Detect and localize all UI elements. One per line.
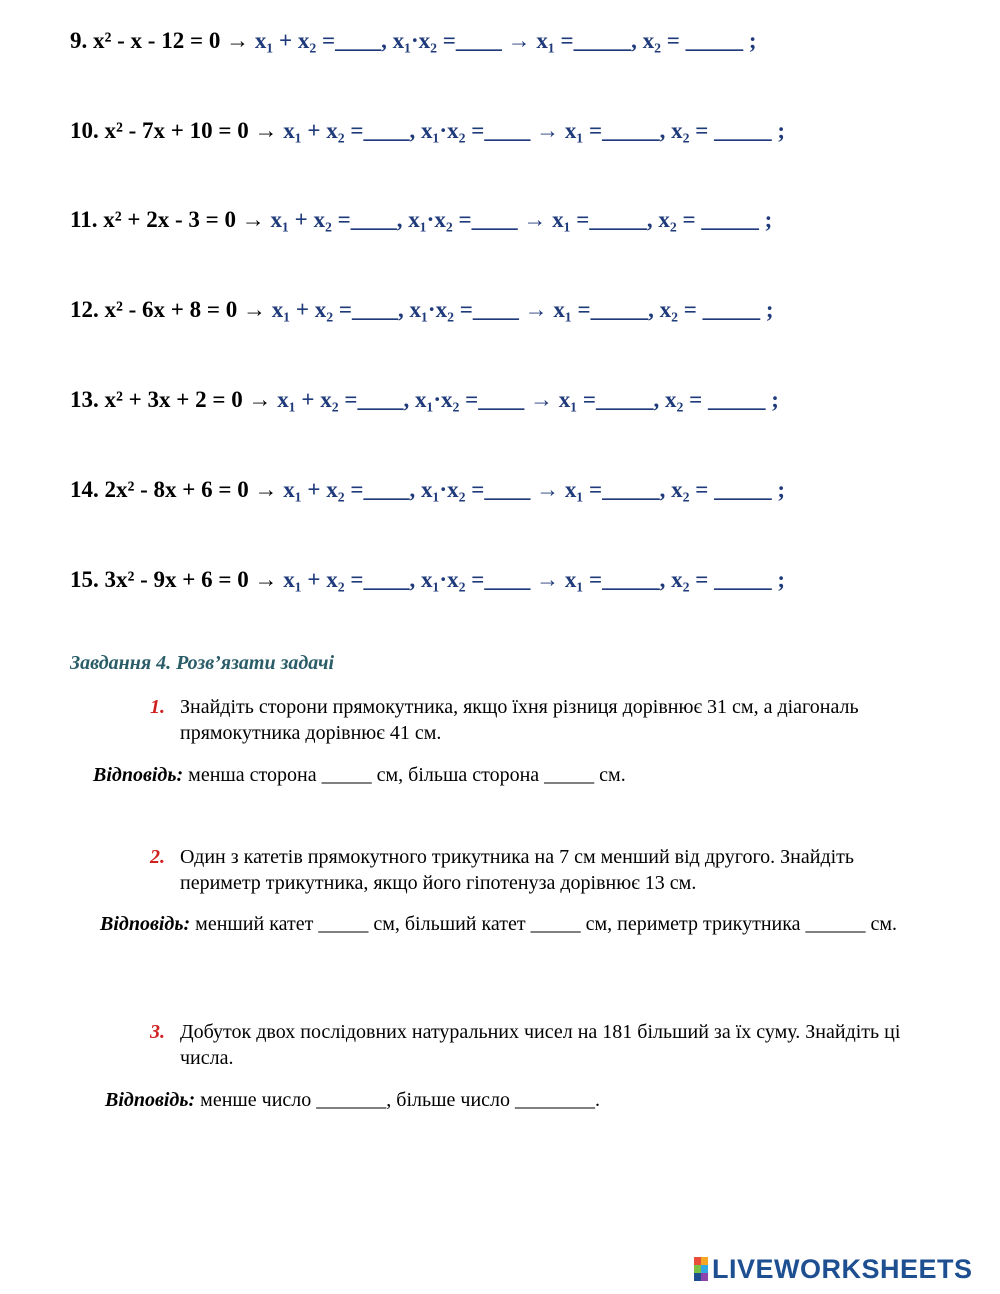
problem-2 [150, 844, 910, 896]
logo-mark-cell [701, 1273, 708, 1281]
equation-lhs: 13. x² + 3x + 2 = 0 → [70, 387, 278, 412]
equation-lhs: 14. 2x² - 8x + 6 = 0 → [70, 477, 284, 502]
answer-3 [105, 1087, 925, 1113]
equation-13 [70, 385, 779, 415]
answer-1 [93, 762, 913, 788]
logo-mark-cell [694, 1265, 701, 1273]
equation-lhs: 11. x² + 2x - 3 = 0 → [70, 207, 271, 232]
equation-lhs: 12. x² - 6x + 8 = 0 → [70, 297, 272, 322]
equation-vieta-blanks: x₁ + x₂ =____, x₁·x₂ =____ → x₁ =_____, x₂ = _____ ; [283, 118, 786, 143]
equation-12 [70, 295, 774, 325]
answer-text: менше число _______, більше число ________. [195, 1089, 601, 1111]
equation-vieta-blanks: x₁ + x₂ =____, x₁·x₂ =____ → x₁ =_____, x₂ = _____ ; [271, 297, 774, 322]
equation-9 [70, 26, 757, 56]
logo-text: LIVEWORKSHEETS [712, 1253, 973, 1284]
equation-vieta-blanks: x₁ + x₂ =____, x₁·x₂ =____ → x₁ =_____, x₂ = _____ ; [277, 387, 779, 412]
answer-text: менший катет _____ см, більший катет _____ см, периметр трикутника ______ см. [190, 913, 898, 935]
equation-lhs: 15. 3x² - 9x + 6 = 0 → [70, 567, 284, 592]
answer-2 [100, 911, 910, 937]
answer-label: Відповідь: [105, 1089, 196, 1111]
equation-14 [70, 475, 785, 505]
equation-lhs: 10. x² - 7x + 10 = 0 → [70, 118, 284, 143]
logo-mark-icon [694, 1257, 708, 1281]
problem-1 [150, 694, 910, 746]
equation-lhs: 9. x² - x - 12 = 0 → [70, 28, 255, 53]
problem-text: Знайдіть сторони прямокутника, якщо їхня різниця дорівнює 31 см, а діагональ прямокутника дорівнює 41 см. [180, 696, 859, 744]
task-4-title: Завдання 4. Розв’язати задачі [70, 652, 335, 674]
problem-number: 3. [150, 1021, 165, 1043]
logo-mark-cell [694, 1257, 701, 1265]
problem-number: 1. [150, 696, 165, 718]
logo-mark-cell [701, 1265, 708, 1273]
answer-label: Відповідь: [93, 764, 184, 786]
equation-vieta-blanks: x₁ + x₂ =____, x₁·x₂ =____ → x₁ =_____, x₂ = _____ ; [283, 477, 786, 502]
logo-mark-cell [701, 1257, 708, 1265]
equation-vieta-blanks: x₁ + x₂ =____, x₁·x₂ =____ → x₁ =_____, x₂ = _____ ; [254, 28, 757, 53]
equation-vieta-blanks: x₁ + x₂ =____, x₁·x₂ =____ → x₁ =_____, x₂ = _____ ; [270, 207, 773, 232]
equation-15 [70, 565, 785, 595]
problem-3 [150, 1019, 910, 1071]
liveworksheets-logo [694, 1253, 973, 1284]
problem-text: Один з катетів прямокутного трикутника на 7 см менший від другого. Знайдіть периметр трикутника, якщо його гіпотенуза дорівнює 13 см. [180, 846, 855, 894]
problem-number: 2. [150, 846, 165, 868]
logo-mark-cell [694, 1273, 701, 1281]
equation-vieta-blanks: x₁ + x₂ =____, x₁·x₂ =____ → x₁ =_____, x₂ = _____ ; [283, 567, 786, 592]
equation-10 [70, 116, 785, 146]
equation-11 [70, 205, 772, 235]
problem-text: Добуток двох послідовних натуральних чисел на 181 більший за їх суму. Знайдіть ці числа. [180, 1021, 901, 1069]
answer-text: менша сторона _____ см, більша сторона _____ см. [183, 764, 626, 786]
answer-label: Відповідь: [100, 913, 191, 935]
